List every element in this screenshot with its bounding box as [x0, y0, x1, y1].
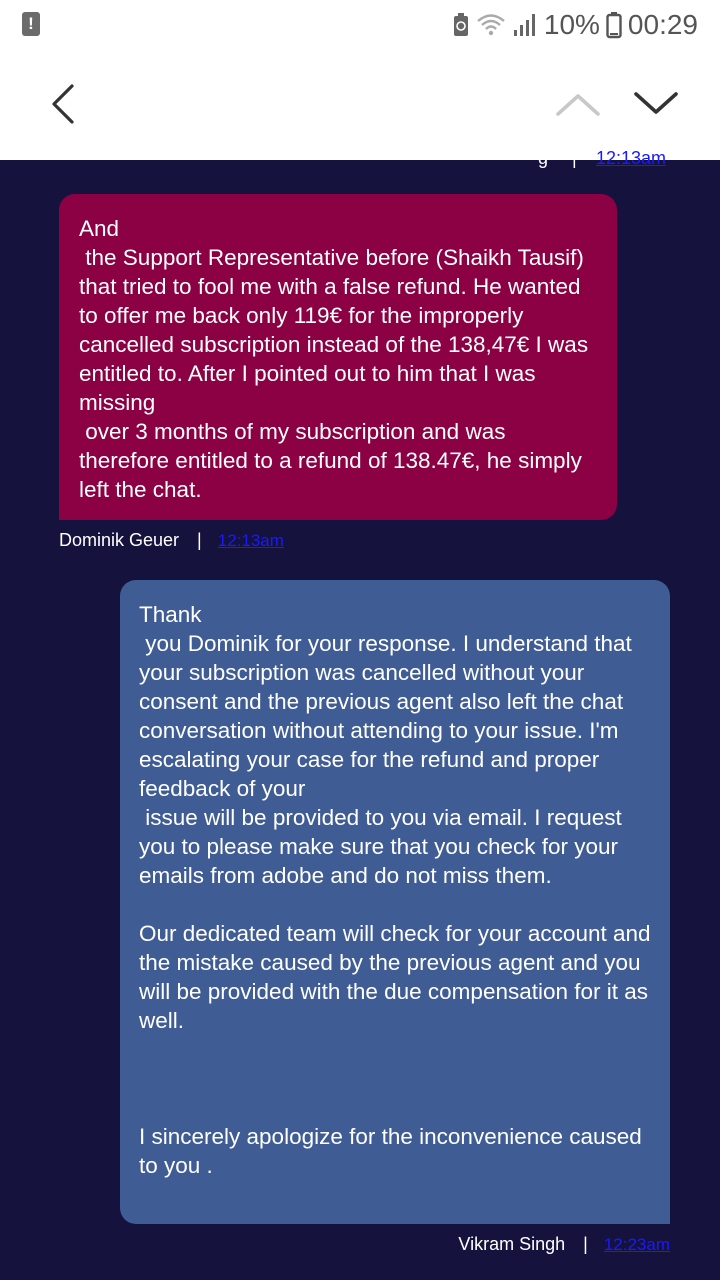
- sender-name: Vikram Singh: [458, 1234, 566, 1254]
- signal-icon: [512, 12, 538, 38]
- meta-separator: |: [197, 530, 202, 550]
- wifi-icon: [476, 12, 506, 38]
- previous-message-meta: [520, 148, 720, 168]
- chat-transcript[interactable]: [0, 148, 720, 1280]
- meta-separator: |: [583, 1234, 588, 1254]
- agent-message-bubble: Thank you Dominik for your response. I understand that your subscription was cancelled without your consent and the previous agent also left the chat conversation without attending to your issue. I'm escalating your case for the refund and proper feedback of your issue will be provided to you via email. I request you to please make sure that you check for your emails from adobe and do not miss them. Our dedicated team will check for your account and the mistake caused by the previous agent and you will be provided with the due compensation for it as well. I sincerely apologize for the inconvenience caused to you .: [120, 580, 670, 1224]
- sender-name: Dominik Geuer: [59, 530, 180, 550]
- previous-message-time[interactable]: 12:13am: [596, 148, 667, 168]
- status-bar: [0, 0, 720, 50]
- back-button[interactable]: [44, 82, 84, 126]
- user-message-meta: [59, 530, 284, 551]
- back-arrow-icon: [44, 82, 84, 126]
- header-bar: [0, 50, 720, 160]
- previous-sender-name: g: [538, 148, 549, 168]
- battery-icon: [606, 11, 622, 39]
- user-message-bubble: And the Support Representative before (Shaikh Tausif) that tried to fool me with a false refund. He wanted to offer me back only 119€ for the improperly cancelled subscription instead of the 138,47€ I was entitled to. After I pointed out to him that I was missing over 3 months of my subscription and was therefore entitled to a refund of 138.47€, he simply left the chat.: [59, 194, 617, 520]
- previous-result-button[interactable]: [554, 88, 602, 120]
- message-time-link[interactable]: 12:23am: [603, 1234, 670, 1254]
- next-result-button[interactable]: [632, 88, 680, 120]
- message-time-link[interactable]: 12:13am: [217, 530, 284, 550]
- chevron-down-icon: [632, 88, 680, 120]
- battery-saver-icon: [452, 12, 470, 38]
- clock: 00:29: [627, 9, 698, 40]
- chevron-up-icon: [554, 88, 602, 120]
- alert-icon: !: [22, 12, 40, 36]
- agent-message-meta: [458, 1234, 670, 1255]
- battery-percent: 10%: [543, 9, 600, 40]
- status-indicators: [452, 8, 698, 42]
- meta-separator: |: [572, 148, 577, 168]
